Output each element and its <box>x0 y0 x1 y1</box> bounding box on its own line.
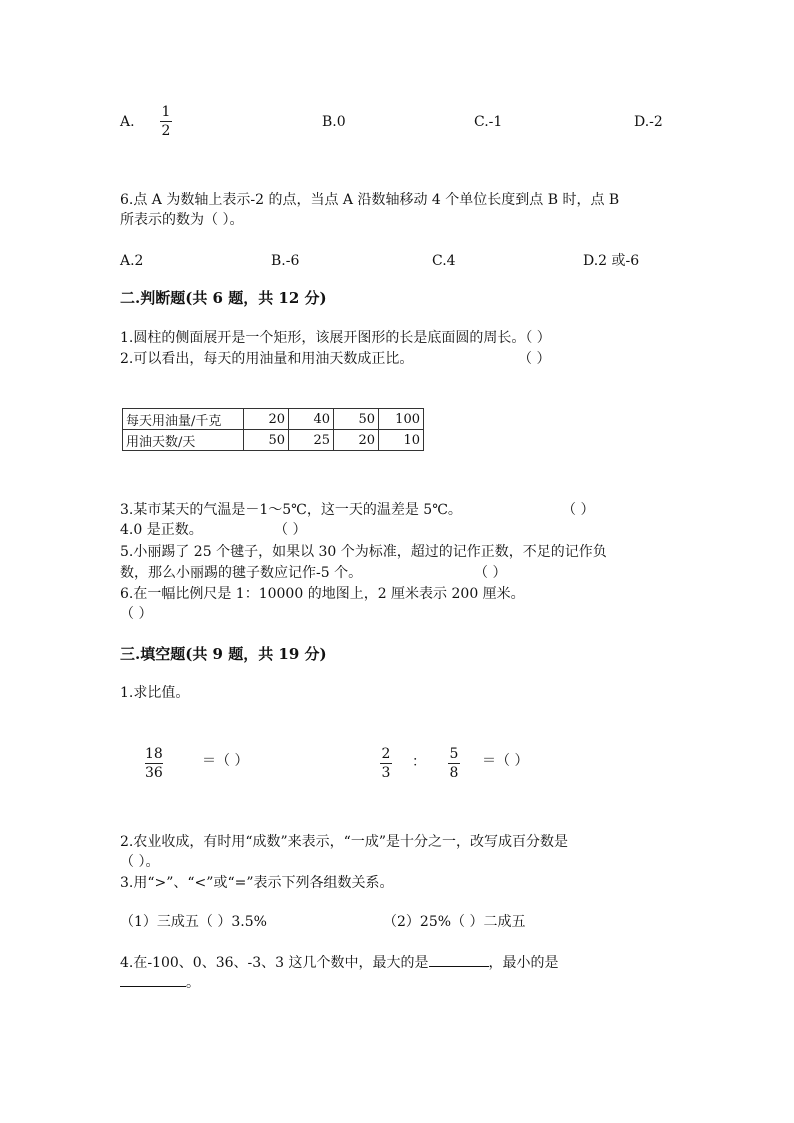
table-cell: 20 <box>334 430 379 451</box>
s2-q5-answer-paren: （ ） <box>474 565 507 581</box>
expr1-fraction <box>145 746 163 781</box>
s3-q2-line1: 2.农业收成，有时用“成数”来表示，“一成”是十分之一，改写成百分数是 <box>120 834 568 850</box>
table-row <box>123 430 424 451</box>
fraction-denominator: 3 <box>381 765 391 781</box>
s2-q2: 2.可以看出，每天的用油量和用油天数成正比。 <box>120 351 414 367</box>
s3-q3-sub2: （2）25%（ ）二成五 <box>383 914 526 930</box>
answer-blank[interactable] <box>429 952 489 967</box>
q6-option-d: D.2 或-6 <box>583 253 640 269</box>
q6-option-a: A.2 <box>120 253 144 269</box>
oil-usage-table <box>122 408 424 451</box>
expr2-answer: ＝（ ） <box>482 753 529 769</box>
table-cell: 100 <box>379 409 424 430</box>
q5-option-c: C.-1 <box>474 114 503 130</box>
table-row <box>123 409 424 430</box>
s2-q1: 1.圆柱的侧面展开是一个矩形，该展开图形的长是底面圆的周长。（ ） <box>120 330 551 346</box>
s3-q4-line1 <box>120 952 559 973</box>
fraction-numerator: 1 <box>161 104 171 120</box>
q6-stem-line1: 6.点 A 为数轴上表示-2 的点，当点 A 沿数轴移动 4 个单位长度到点 B 时，点 B <box>120 192 620 208</box>
fraction-denominator: 36 <box>145 765 163 781</box>
s3-q1: 1.求比值。 <box>120 685 190 701</box>
s3-q4-text-b: ，最小的是 <box>488 955 559 971</box>
s3-q4-line2 <box>120 972 200 993</box>
fraction-denominator: 8 <box>449 765 459 781</box>
q6-option-c: C.4 <box>432 253 456 269</box>
fraction-bar <box>160 121 172 122</box>
fraction-bar <box>145 763 163 764</box>
q5-option-b: B.0 <box>322 114 346 130</box>
s3-q3: 3.用“>”、“<”或“=”表示下列各组数关系。 <box>120 875 394 891</box>
fraction-bar <box>380 763 392 764</box>
fraction-numerator: 2 <box>381 746 391 762</box>
expr2-colon: ： <box>412 754 426 770</box>
s2-q3: 3.某市某天的气温是－1～5℃，这一天的温差是 5℃。 <box>120 502 462 518</box>
table-cell: 10 <box>379 430 424 451</box>
s2-q3-answer-paren: （ ） <box>562 502 595 518</box>
s2-q5-line1: 5.小丽踢了 25 个毽子，如果以 30 个为标准，超过的记作正数，不足的记作负 <box>120 544 607 560</box>
s2-q4: 4.0 是正数。 <box>120 522 203 538</box>
q6-option-b: B.-6 <box>271 253 300 269</box>
table-cell: 50 <box>334 409 379 430</box>
table-row-label: 用油天数/天 <box>123 430 244 451</box>
expr2-fraction-a <box>380 746 392 781</box>
fraction-denominator: 2 <box>161 123 171 139</box>
table-row-label: 每天用油量/千克 <box>123 409 244 430</box>
s2-q6-line2: （ ） <box>120 606 153 622</box>
q5-option-d: D.-2 <box>634 114 663 130</box>
table-cell: 20 <box>244 409 289 430</box>
fraction-bar <box>448 763 460 764</box>
s3-q2-line2: （ ）。 <box>120 854 160 870</box>
s2-q2-answer-paren: （ ） <box>518 351 551 367</box>
s3-q4-text-a: 4.在-100、0、36、-3、3 这几个数中，最大的是 <box>120 955 429 971</box>
section2-heading: 二.判断题(共 6 题，共 12 分) <box>120 289 327 307</box>
fraction-numerator: 5 <box>449 746 459 762</box>
s2-q6-line1: 6.在一幅比例尺是 1：10000 的地图上，2 厘米表示 200 厘米。 <box>120 586 525 602</box>
s2-q4-answer-paren: （ ） <box>274 522 307 538</box>
expr2-fraction-b <box>448 746 460 781</box>
fraction-numerator: 18 <box>145 746 163 762</box>
s3-q3-sub1: （1）三成五（ ）3.5% <box>120 914 267 930</box>
section3-heading: 三.填空题(共 9 题，共 19 分) <box>120 645 327 663</box>
q5-option-a-fraction <box>160 104 172 139</box>
s2-q5-line2: 数，那么小丽踢的毽子数应记作-5 个。 <box>120 565 363 581</box>
table-cell: 25 <box>289 430 334 451</box>
expr1-answer: ＝（ ） <box>202 753 249 769</box>
table-cell: 50 <box>244 430 289 451</box>
q5-option-a-label: A. <box>120 114 135 130</box>
table-cell: 40 <box>289 409 334 430</box>
q6-stem-line2: 所表示的数为（ ）。 <box>120 212 244 228</box>
s3-q4-text-end: 。 <box>186 975 200 991</box>
answer-blank[interactable] <box>120 972 186 987</box>
